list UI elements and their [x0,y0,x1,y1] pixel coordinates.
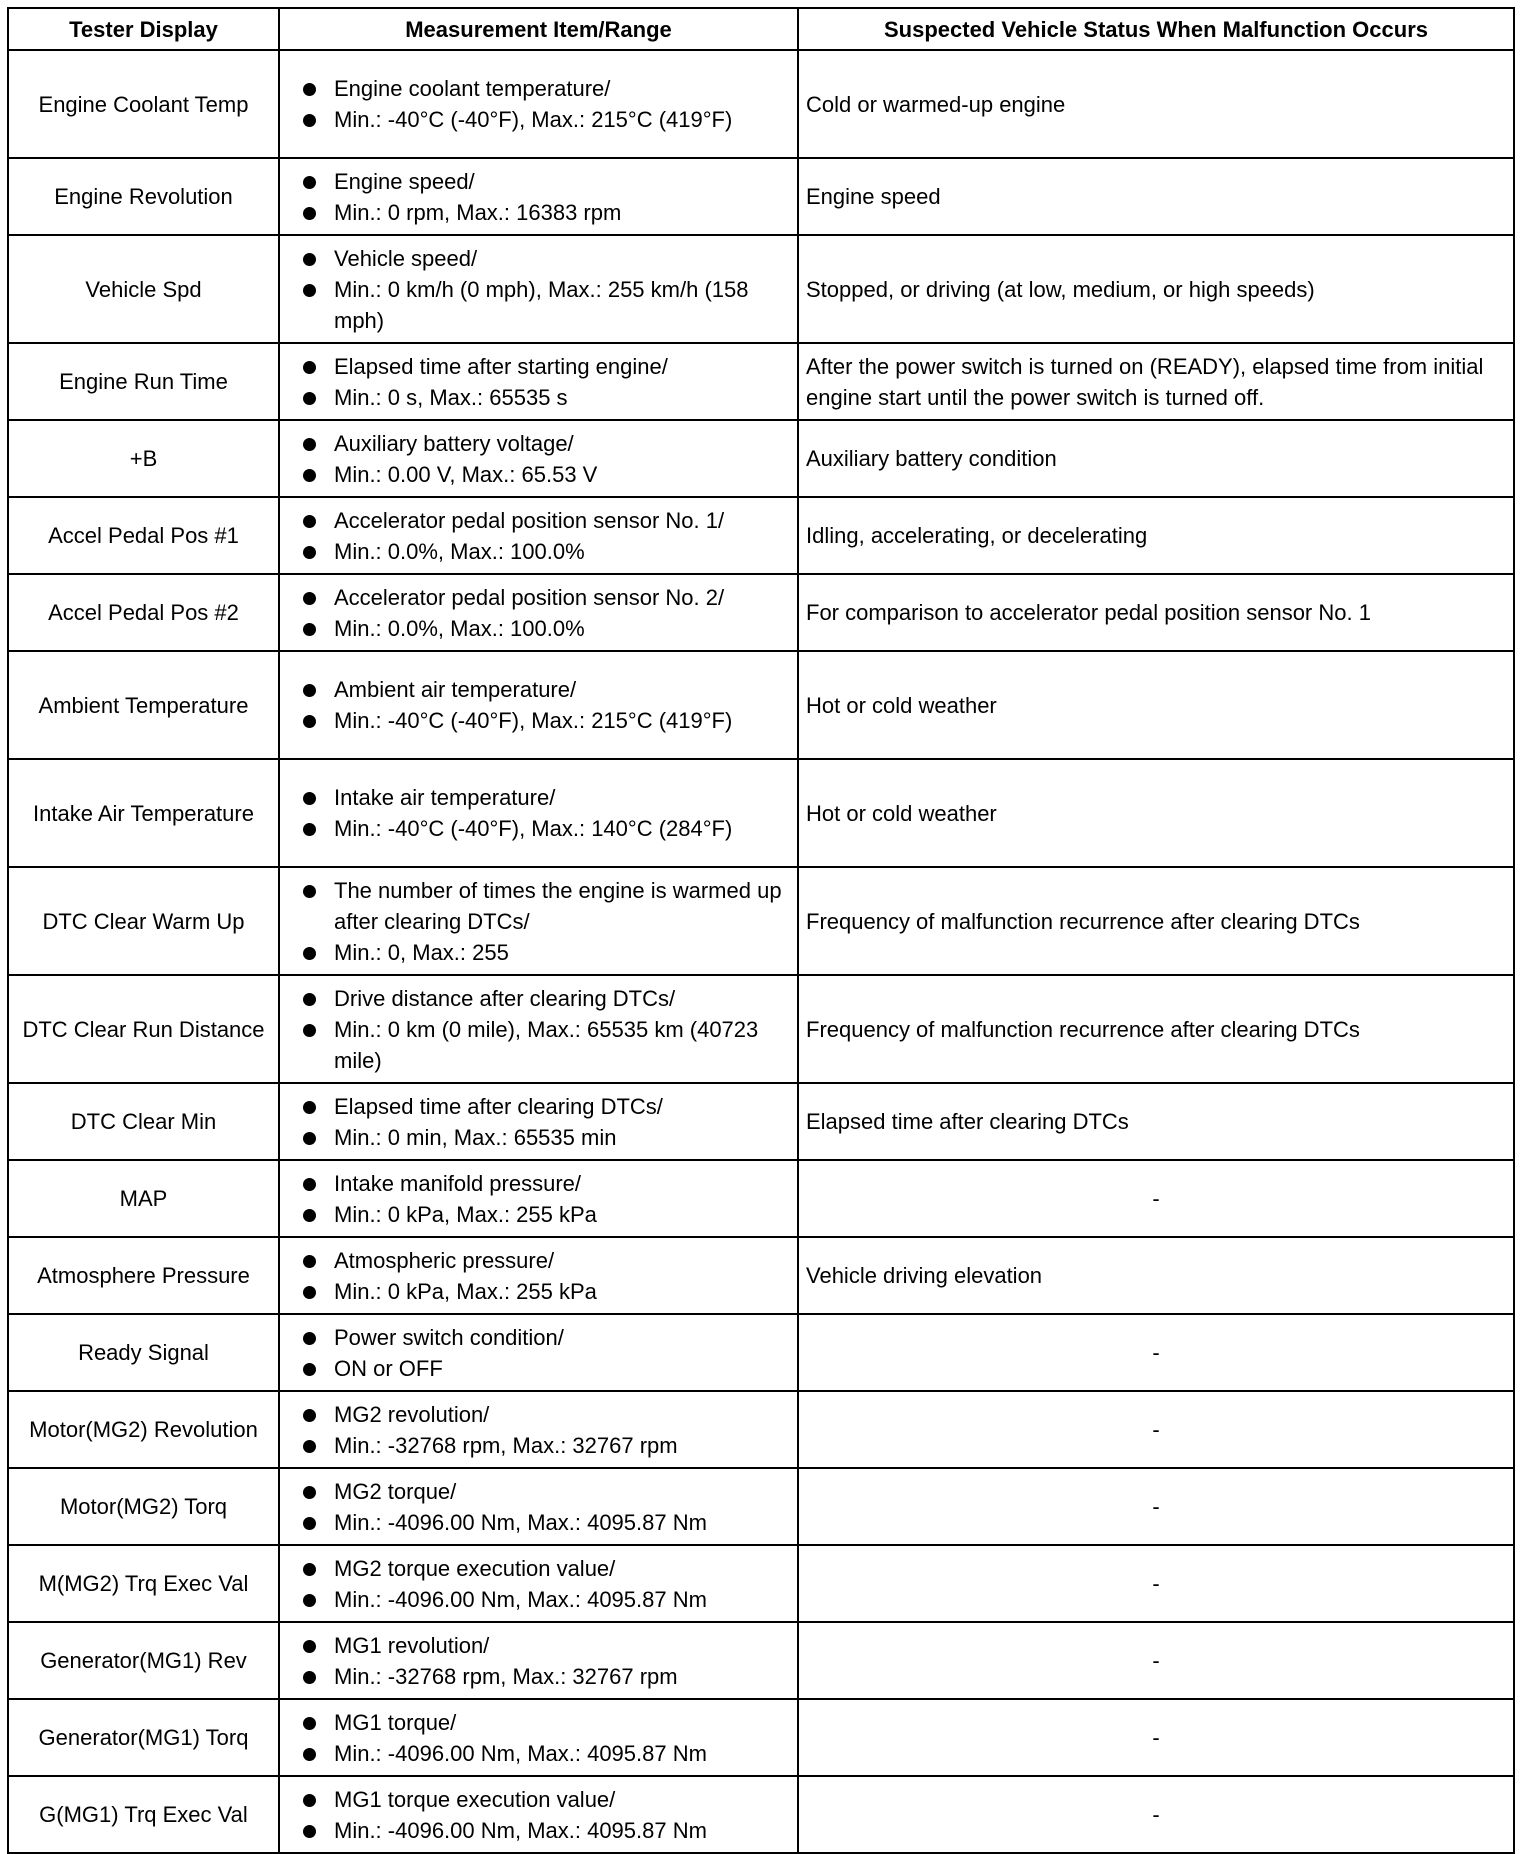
tester-display-cell: Vehicle Spd [8,235,279,343]
measurement-cell [279,50,798,158]
table-row [8,574,1514,651]
table-row [8,1622,1514,1699]
measurement-range: Min.: 0.0%, Max.: 100.0% [287,536,790,567]
tester-display-cell: Engine Revolution [8,158,279,235]
tester-display-cell: G(MG1) Trq Exec Val [8,1776,279,1853]
tester-display-cell: Generator(MG1) Torq [8,1699,279,1776]
header-suspected-status: Suspected Vehicle Status When Malfunction Occurs [798,8,1514,50]
measurement-item: Engine speed/ [287,166,790,197]
measurement-range: Min.: -40°C (-40°F), Max.: 215°C (419°F) [287,705,790,736]
measurement-item: Vehicle speed/ [287,243,790,274]
status-cell: Frequency of malfunction recurrence after clearing DTCs [798,975,1514,1083]
table-row [8,759,1514,867]
status-cell: - [798,1776,1514,1853]
status-cell: - [798,1545,1514,1622]
measurement-item: Auxiliary battery voltage/ [287,428,790,459]
status-cell: Elapsed time after clearing DTCs [798,1083,1514,1160]
measurement-item: Engine coolant temperature/ [287,73,790,104]
table-row [8,1776,1514,1853]
measurement-cell [279,1237,798,1314]
table-row [8,158,1514,235]
measurement-cell [279,420,798,497]
measurement-cell [279,343,798,420]
status-cell: - [798,1468,1514,1545]
measurement-range: Min.: -40°C (-40°F), Max.: 215°C (419°F) [287,104,790,135]
measurement-range: Min.: -4096.00 Nm, Max.: 4095.87 Nm [287,1738,790,1769]
measurement-cell [279,1083,798,1160]
table-row [8,1083,1514,1160]
measurement-item: Atmospheric pressure/ [287,1245,790,1276]
table-row [8,343,1514,420]
table-row [8,867,1514,975]
measurement-item: Elapsed time after starting engine/ [287,351,790,382]
tester-display-cell: Intake Air Temperature [8,759,279,867]
table-row [8,1160,1514,1237]
measurement-cell [279,235,798,343]
status-cell: - [798,1391,1514,1468]
table-row [8,420,1514,497]
tester-display-cell: Generator(MG1) Rev [8,1622,279,1699]
status-cell: Frequency of malfunction recurrence after clearing DTCs [798,867,1514,975]
measurement-range: Min.: 0.00 V, Max.: 65.53 V [287,459,790,490]
measurement-range: Min.: 0, Max.: 255 [287,937,790,968]
table-row [8,1699,1514,1776]
status-cell: Hot or cold weather [798,759,1514,867]
table-row [8,1237,1514,1314]
measurement-range: Min.: 0 km (0 mile), Max.: 65535 km (40723 mile) [287,1014,790,1076]
measurement-cell [279,1160,798,1237]
table-row [8,235,1514,343]
measurement-cell [279,1314,798,1391]
tester-display-cell: Ready Signal [8,1314,279,1391]
header-tester-display: Tester Display [8,8,279,50]
table-row [8,50,1514,158]
measurement-range: ON or OFF [287,1353,790,1384]
status-cell: Hot or cold weather [798,651,1514,759]
tester-display-cell: DTC Clear Warm Up [8,867,279,975]
measurement-item: Drive distance after clearing DTCs/ [287,983,790,1014]
tester-display-cell: DTC Clear Run Distance [8,975,279,1083]
measurement-item: Accelerator pedal position sensor No. 2/ [287,582,790,613]
measurement-item: Intake manifold pressure/ [287,1168,790,1199]
measurement-range: Min.: 0.0%, Max.: 100.0% [287,613,790,644]
status-cell: Engine speed [798,158,1514,235]
measurement-cell [279,759,798,867]
tester-display-cell: Accel Pedal Pos #1 [8,497,279,574]
measurement-item: Accelerator pedal position sensor No. 1/ [287,505,790,536]
tester-display-cell: DTC Clear Min [8,1083,279,1160]
tester-display-cell: Atmosphere Pressure [8,1237,279,1314]
status-cell: Idling, accelerating, or decelerating [798,497,1514,574]
measurement-range: Min.: -4096.00 Nm, Max.: 4095.87 Nm [287,1507,790,1538]
measurement-range: Min.: 0 km/h (0 mph), Max.: 255 km/h (158 mph) [287,274,790,336]
status-cell: Stopped, or driving (at low, medium, or high speeds) [798,235,1514,343]
measurement-range: Min.: 0 min, Max.: 65535 min [287,1122,790,1153]
table-row [8,651,1514,759]
tester-display-cell: Motor(MG2) Revolution [8,1391,279,1468]
tester-display-cell: Engine Run Time [8,343,279,420]
table-row [8,1545,1514,1622]
table-row [8,1468,1514,1545]
tester-display-cell: +B [8,420,279,497]
measurement-item: The number of times the engine is warmed up after clearing DTCs/ [287,875,790,937]
tester-display-cell: Engine Coolant Temp [8,50,279,158]
tester-display-cell: Accel Pedal Pos #2 [8,574,279,651]
data-list-table [7,7,1515,1854]
status-cell: Cold or warmed-up engine [798,50,1514,158]
measurement-cell [279,867,798,975]
measurement-cell [279,574,798,651]
table-row [8,975,1514,1083]
status-cell: After the power switch is turned on (READY), elapsed time from initial engine start until the power switch is turned off. [798,343,1514,420]
status-cell: - [798,1314,1514,1391]
measurement-item: Elapsed time after clearing DTCs/ [287,1091,790,1122]
status-cell: For comparison to accelerator pedal position sensor No. 1 [798,574,1514,651]
measurement-item: MG1 torque execution value/ [287,1784,790,1815]
measurement-range: Min.: -4096.00 Nm, Max.: 4095.87 Nm [287,1815,790,1846]
measurement-range: Min.: 0 s, Max.: 65535 s [287,382,790,413]
measurement-range: Min.: -40°C (-40°F), Max.: 140°C (284°F) [287,813,790,844]
status-cell: - [798,1622,1514,1699]
measurement-item: MG1 torque/ [287,1707,790,1738]
measurement-item: MG2 torque execution value/ [287,1553,790,1584]
table-row [8,1391,1514,1468]
measurement-cell [279,975,798,1083]
tester-display-cell: M(MG2) Trq Exec Val [8,1545,279,1622]
measurement-cell [279,1776,798,1853]
measurement-item: Power switch condition/ [287,1322,790,1353]
status-cell: Auxiliary battery condition [798,420,1514,497]
measurement-cell [279,651,798,759]
table-row [8,497,1514,574]
measurement-range: Min.: -4096.00 Nm, Max.: 4095.87 Nm [287,1584,790,1615]
measurement-item: MG2 revolution/ [287,1399,790,1430]
measurement-item: Ambient air temperature/ [287,674,790,705]
status-cell: Vehicle driving elevation [798,1237,1514,1314]
measurement-item: MG1 revolution/ [287,1630,790,1661]
measurement-cell [279,1622,798,1699]
tester-display-cell: Motor(MG2) Torq [8,1468,279,1545]
measurement-cell [279,1391,798,1468]
measurement-cell [279,1468,798,1545]
tester-display-cell: Ambient Temperature [8,651,279,759]
table-row [8,1314,1514,1391]
table-header-row [8,8,1514,50]
status-cell: - [798,1160,1514,1237]
tester-display-cell: MAP [8,1160,279,1237]
measurement-range: Min.: -32768 rpm, Max.: 32767 rpm [287,1430,790,1461]
measurement-cell [279,1699,798,1776]
measurement-cell [279,1545,798,1622]
measurement-cell [279,497,798,574]
measurement-range: Min.: 0 kPa, Max.: 255 kPa [287,1199,790,1230]
measurement-range: Min.: 0 kPa, Max.: 255 kPa [287,1276,790,1307]
measurement-range: Min.: 0 rpm, Max.: 16383 rpm [287,197,790,228]
measurement-range: Min.: -32768 rpm, Max.: 32767 rpm [287,1661,790,1692]
measurement-item: Intake air temperature/ [287,782,790,813]
status-cell: - [798,1699,1514,1776]
header-measurement-item: Measurement Item/Range [279,8,798,50]
measurement-item: MG2 torque/ [287,1476,790,1507]
measurement-cell [279,158,798,235]
